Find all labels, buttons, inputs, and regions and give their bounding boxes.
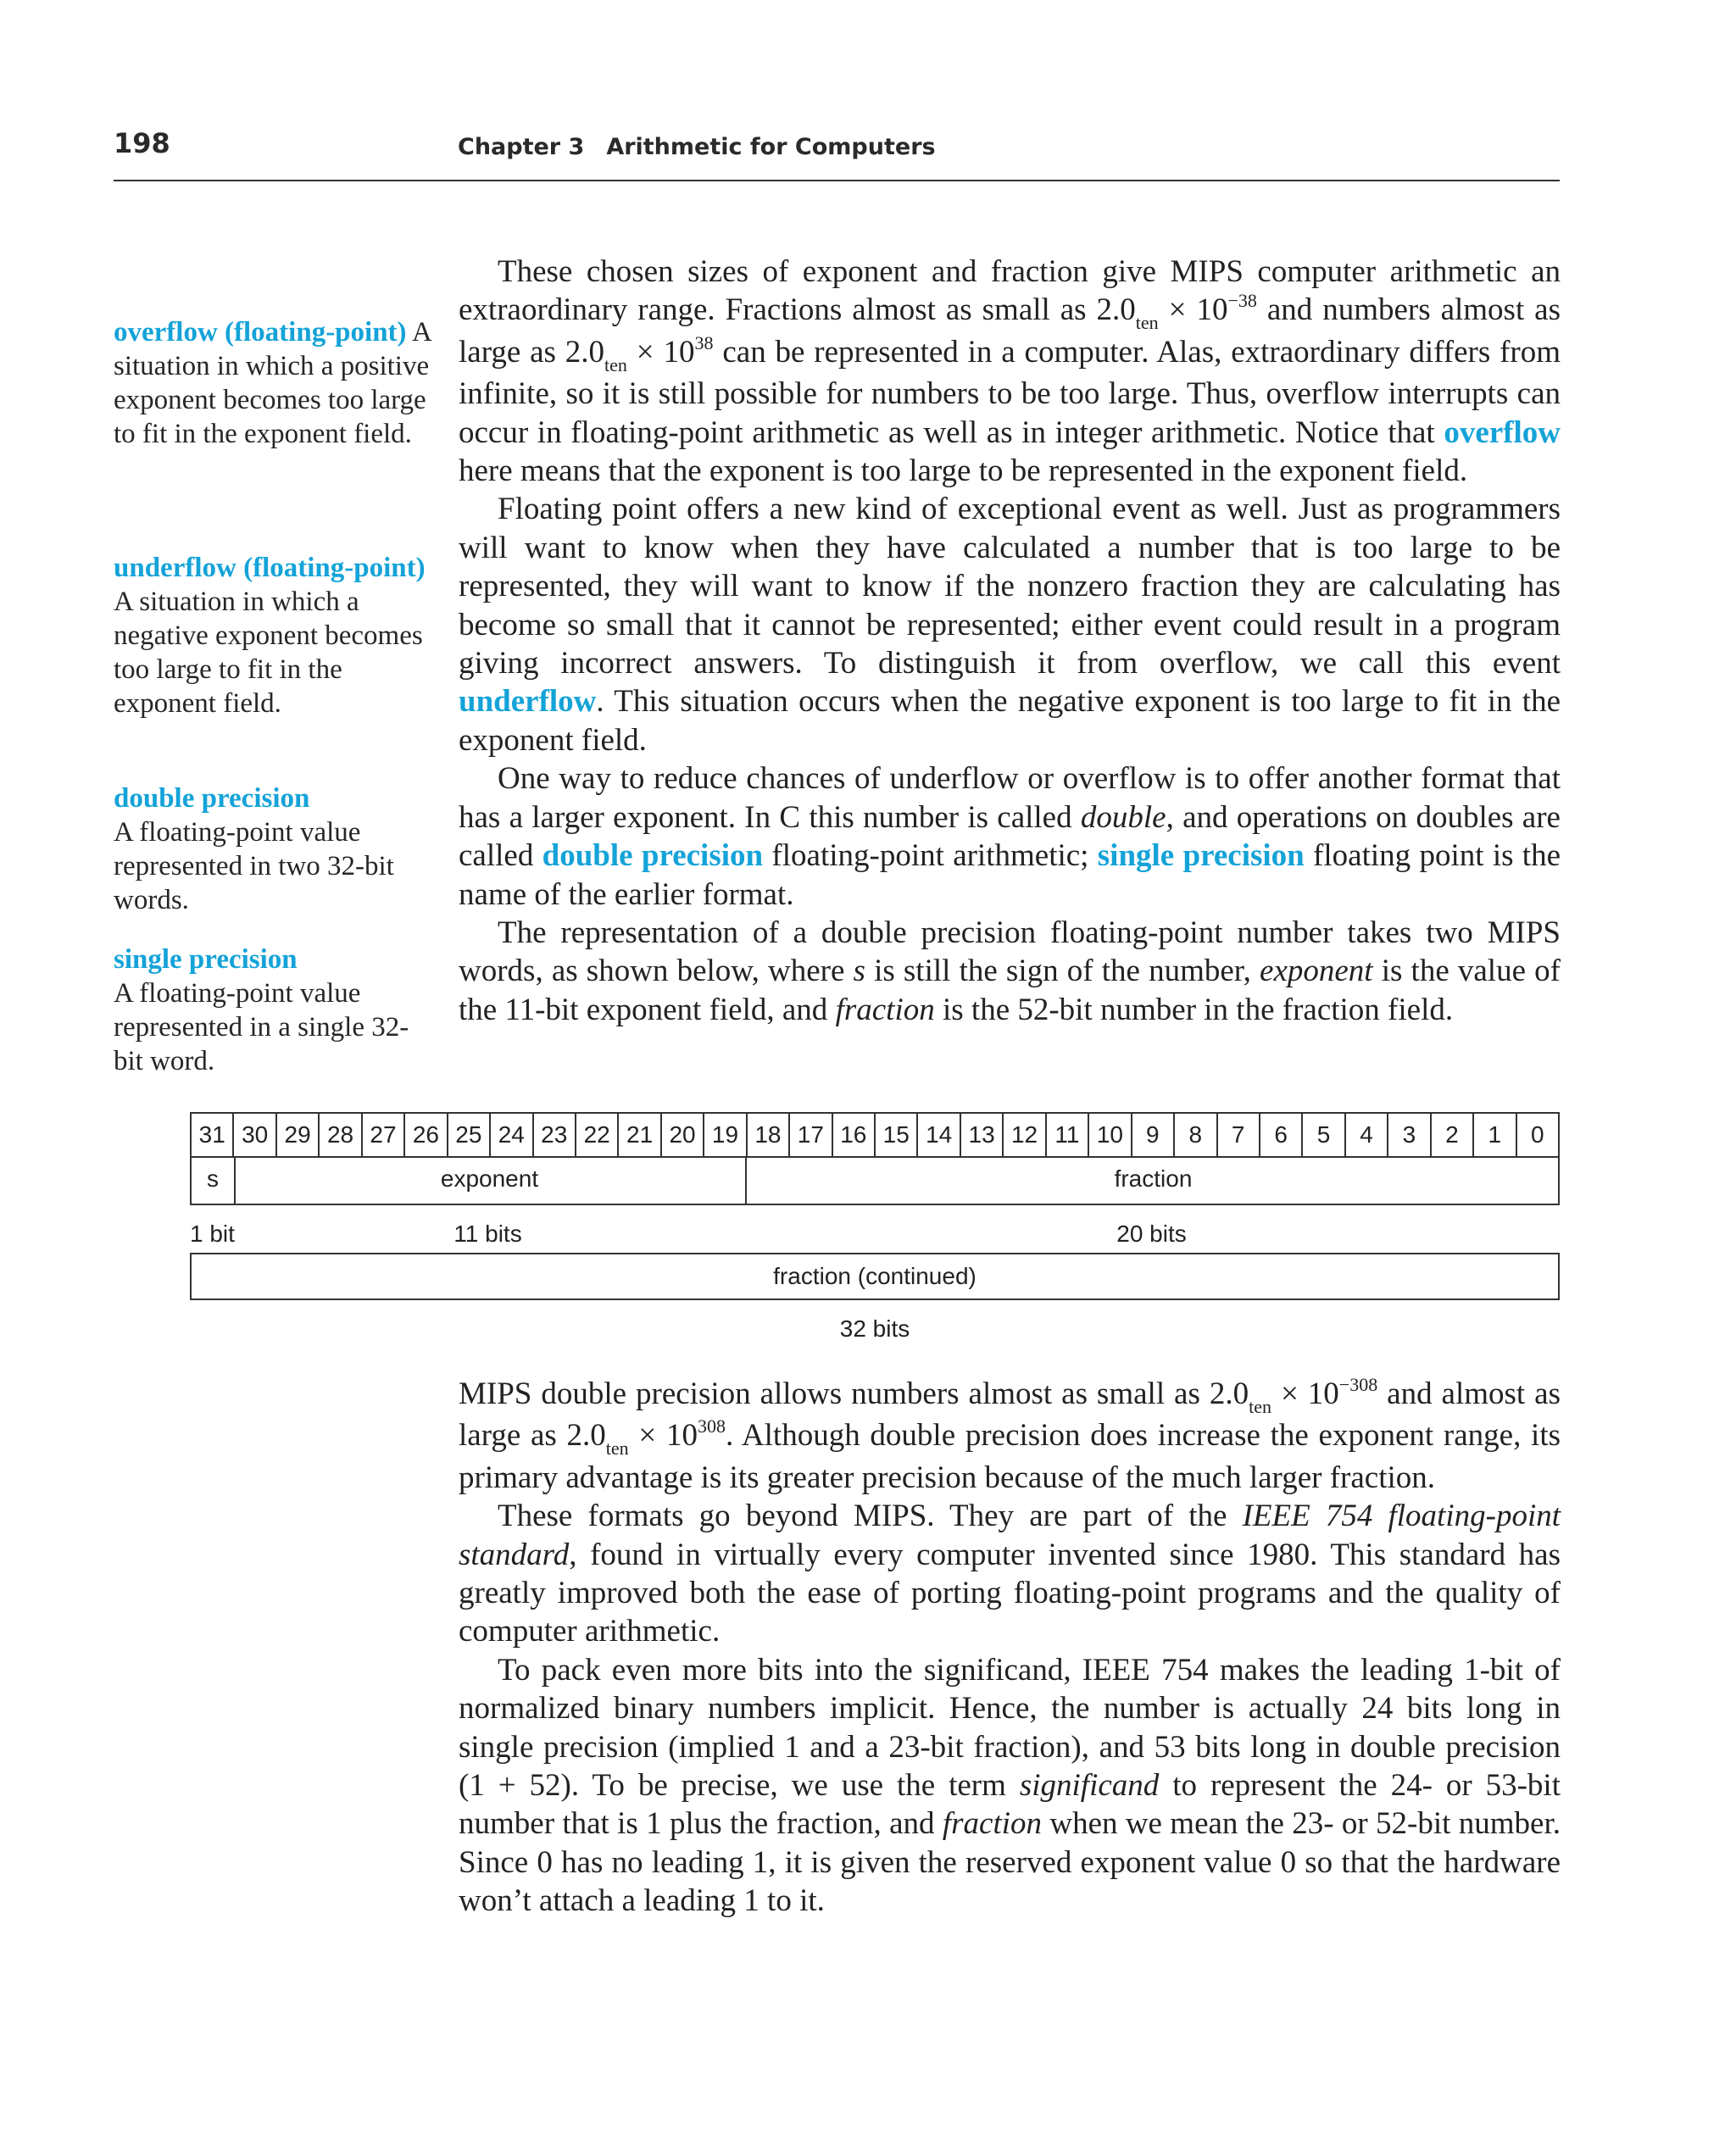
bit-index-cell: 28 — [318, 1114, 360, 1156]
margin-term: overflow (floating-point) — [114, 317, 407, 348]
bit-index-cell: 11 — [1045, 1114, 1088, 1156]
field-s: s — [192, 1158, 236, 1204]
chapter-label: Chapter 3 — [458, 134, 585, 160]
bit-index-cell: 17 — [788, 1114, 831, 1156]
bit-index-cell: 22 — [575, 1114, 617, 1156]
paragraph-ieee: These formats go beyond MIPS. They are part of the IEEE 754 floating-point standard, found in virtually every computer invented since 1980. This standard has greatly improved both the ease of porting floating-point programs and the quality of computer arithmetic. — [459, 1499, 1561, 1649]
margin-definition: A situation in which a positive exponent becomes too large to fit in the exponent field. — [114, 317, 431, 449]
bit-index-cell: 0 — [1516, 1114, 1558, 1156]
bit-index-cell: 26 — [403, 1114, 446, 1156]
chapter-title: Arithmetic for Computers — [606, 134, 936, 160]
paragraph-double: One way to reduce chances of underflow or overflow is to offer another format that has a larger exponent. In C this number is called double, and operations on doubles are called double precision floating-point arithmetic; single precision floating point is the name of the earlier format. — [459, 761, 1561, 912]
bit-index-cell: 13 — [960, 1114, 1002, 1156]
width-fraction: 20 bits — [1116, 1221, 1187, 1247]
bit-index-cell: 27 — [361, 1114, 403, 1156]
bit-index-cell: 25 — [447, 1114, 489, 1156]
bit-index-cell: 24 — [489, 1114, 531, 1156]
margin-note-double-precision — [114, 781, 432, 917]
term-single-precision: single precision — [1097, 838, 1305, 874]
bit-index-row — [190, 1112, 1560, 1158]
term-underflow: underflow — [459, 684, 597, 720]
header-rule — [114, 180, 1560, 181]
margin-definition: A floating-point value represented in two 32-bit words. — [114, 817, 394, 915]
margin-term: double precision — [114, 783, 310, 814]
paragraph-representation: The representation of a double precision floating-point number takes two MIPS words, as shown below, where s is still the sign of the number, exponent is the value of the 11-bit exponent field, and fraction is the 52-bit number in the fraction field. — [459, 915, 1561, 1027]
bit-index-cell: 16 — [832, 1114, 874, 1156]
margin-note-overflow — [114, 315, 432, 451]
margin-definition: A floating-point value represented in a single 32-bit word. — [114, 978, 409, 1076]
field-fraction: fraction — [1114, 1165, 1193, 1192]
bit-index-cell: 31 — [198, 1121, 225, 1148]
bit-index-cell: 5 — [1301, 1114, 1344, 1156]
bit-index-cell: 14 — [916, 1114, 959, 1156]
bit-index-cell: 3 — [1387, 1114, 1429, 1156]
bit-index-cell: 7 — [1216, 1114, 1259, 1156]
bit-index-cell: 21 — [617, 1114, 659, 1156]
margin-definition: A situation in which a negative exponent becomes too large to fit in the exponent field. — [114, 587, 423, 719]
width-fraction-continued: 32 bits — [839, 1315, 910, 1342]
bit-index-cell: 15 — [874, 1114, 916, 1156]
field-widths — [190, 1221, 1560, 1254]
paragraph-underflow: Floating point offers a new kind of exceptional event as well. Just as programmers will want to know when they have calculated a number that is too large to be represented, they will want to know if the nonzero fraction they are calculating has become so small that it cannot be represented; either event could result in a program giving incorrect answers. To distinguish it from overflow, we call this event underflow. This situation occurs when the negative exponent is too large to fit in the exponent field. — [459, 492, 1561, 758]
margin-term: underflow (floating-point) — [114, 553, 426, 583]
width-exponent: 11 bits — [453, 1221, 522, 1247]
bit-index-cell: 19 — [703, 1114, 745, 1156]
bit-index-cell: 6 — [1259, 1114, 1301, 1156]
field-row — [190, 1158, 1560, 1205]
bit-index-cell: 12 — [1002, 1114, 1044, 1156]
margin-note-underflow — [114, 551, 432, 720]
paragraph-double-range: MIPS double precision allows numbers almost as small as $2.0_{ten} \times 10^{-308}$ and almost as large as $2.0_{ten} \times 10^{308}$. Although double precision does increase the exponent range, its primary advantage is its greater precision because of the much larger fraction. — [459, 1374, 1561, 1495]
bit-index-cell: 4 — [1344, 1114, 1387, 1156]
field-exponent: exponent — [234, 1158, 747, 1204]
width-s: 1 bit — [190, 1221, 235, 1247]
bit-index-cell: 1 — [1472, 1114, 1515, 1156]
bit-index-cell: 23 — [532, 1114, 575, 1156]
bit-index-cell: 9 — [1131, 1114, 1173, 1156]
page-number: 198 — [114, 127, 170, 159]
running-header — [458, 134, 936, 160]
term-overflow: overflow — [1444, 414, 1561, 450]
paragraph-range: These chosen sizes of exponent and fraction give MIPS computer arithmetic an extraordinary range. Fractions almost as small as $2.0_{ten} \times 10^{-38}$ and numbers almost as large as $2.0_{ten} \times 10^{38}$ can be represented in a computer. Alas, extraordinary differs from infinite, so it is still possible for numbers to be too large. Thus, overflow interrupts can occur in floating-point arithmetic as well as in integer arithmetic. Notice that overflow here means that the exponent is too large to be represented in the exponent field. — [459, 254, 1561, 489]
paragraph-significand: To pack even more bits into the significand, IEEE 754 makes the leading 1-bit of normalized binary numbers implicit. Hence, the number is actually 24 bits long in single precision (implied 1 and a 23-bit fraction), and 53 bits long in double precision (1 + 52). To be precise, we use the term significand to represent the 24- or 53-bit number that is 1 plus the fraction, and fraction when we mean the 23- or 52-bit number. Since 0 has no leading 1, it is given the reserved exponent value 0 so that the hardware won’t attach a leading 1 to it. — [459, 1652, 1561, 1919]
margin-note-single-precision — [114, 943, 432, 1078]
bit-index-cell: 29 — [275, 1114, 318, 1156]
main-text-bottom — [459, 1375, 1561, 1921]
bit-index-cell: 10 — [1088, 1114, 1130, 1156]
bit-index-cell: 2 — [1430, 1114, 1472, 1156]
field-fraction-continued: fraction (continued) — [190, 1253, 1560, 1300]
term-double-precision: double precision — [542, 838, 764, 874]
bit-index-cell: 8 — [1173, 1114, 1216, 1156]
bit-index-cell: 30 — [232, 1114, 275, 1156]
bit-index-cell: 20 — [660, 1114, 703, 1156]
bit-index-cell: 18 — [746, 1114, 788, 1156]
main-text-top — [459, 253, 1561, 1029]
margin-term: single precision — [114, 944, 298, 975]
